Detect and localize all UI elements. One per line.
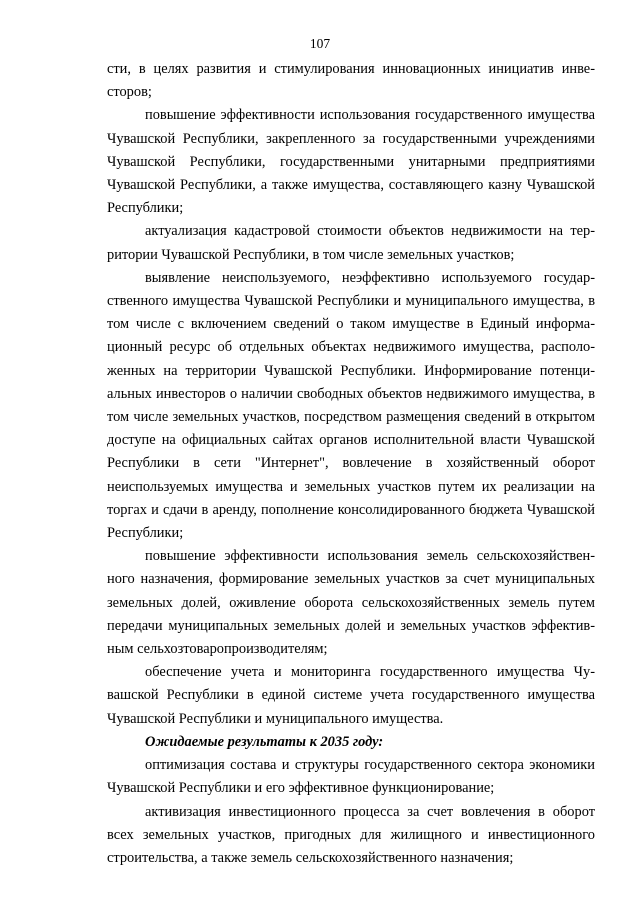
result-item-optimization: оптимизация состава и структуры государственного сектора экономики Чувашской Республики и его эффективное функционирование; [107,757,595,797]
result-item-investment: активизация инвестиционного процесса за счет вовлечения в оборот всех земельных участков, пригодных для жилищного и инвестиционного строительства, а также земель сельскохозяйственного назначения; [107,803,595,866]
paragraph-cadastral-value: актуализация кадастровой стоимости объектов недвижимости на территории Чувашской Республики, в том числе земельных участков; [107,223,595,263]
paragraph-unused-property: выявление неиспользуемого, неэффективно используемого государственного имущества Чувашской Республики и муниципального имущества, в том числе с включением сведений о таком имуществе в Единый информационный ресурс об отдельных объектах недвижимого имущества, расположенных на территории Чувашской Республики. Информирование потенциальных инвесторов о наличии свободных объектов недвижимого имущества, в том числе земельных участков, посредством размещения сведений в открытом доступе на официальных сайтах органов исполнительной власти Чувашской Республики в сети "Интернет", вовлечение в хозяйственный оборот неиспользуемых имущества и земельных участков путем их реализации на торгах и сдачи в аренду, пополнение консолидированного бюджета Чувашской Республики; [107,269,595,542]
page-number: 107 [309,36,331,51]
paragraph-continuation: сти, в целях развития и стимулирования инновационных инициатив инвесторов; [107,61,595,101]
body-text [107,58,595,870]
paragraph-state-property-efficiency: повышение эффективности использования государственного имущества Чувашской Республики, закрепленного за государственными учреждениями Чувашской Республики, государственными унитарными предприятиями Чувашской Республики, а также имущества, составляющего казну Чувашской Республики; [107,107,595,217]
paragraph-property-accounting: обеспечение учета и мониторинга государственного имущества Чувашской Республики в единой системе учета государственного имущества Чувашской Республики и муниципального имущества. [107,664,595,727]
paragraph-agricultural-land: повышение эффективности использования земель сельскохозяйственного назначения, формирование земельных участков за счет муниципальных земельных долей, оживление оборота сельскохозяйственных земель путем передачи муниципальных земельных долей и земельных участков эффективным сельхозтоваропроизводителям; [107,548,595,658]
expected-results-heading: Ожидаемые результаты к 2035 году: [145,733,384,750]
